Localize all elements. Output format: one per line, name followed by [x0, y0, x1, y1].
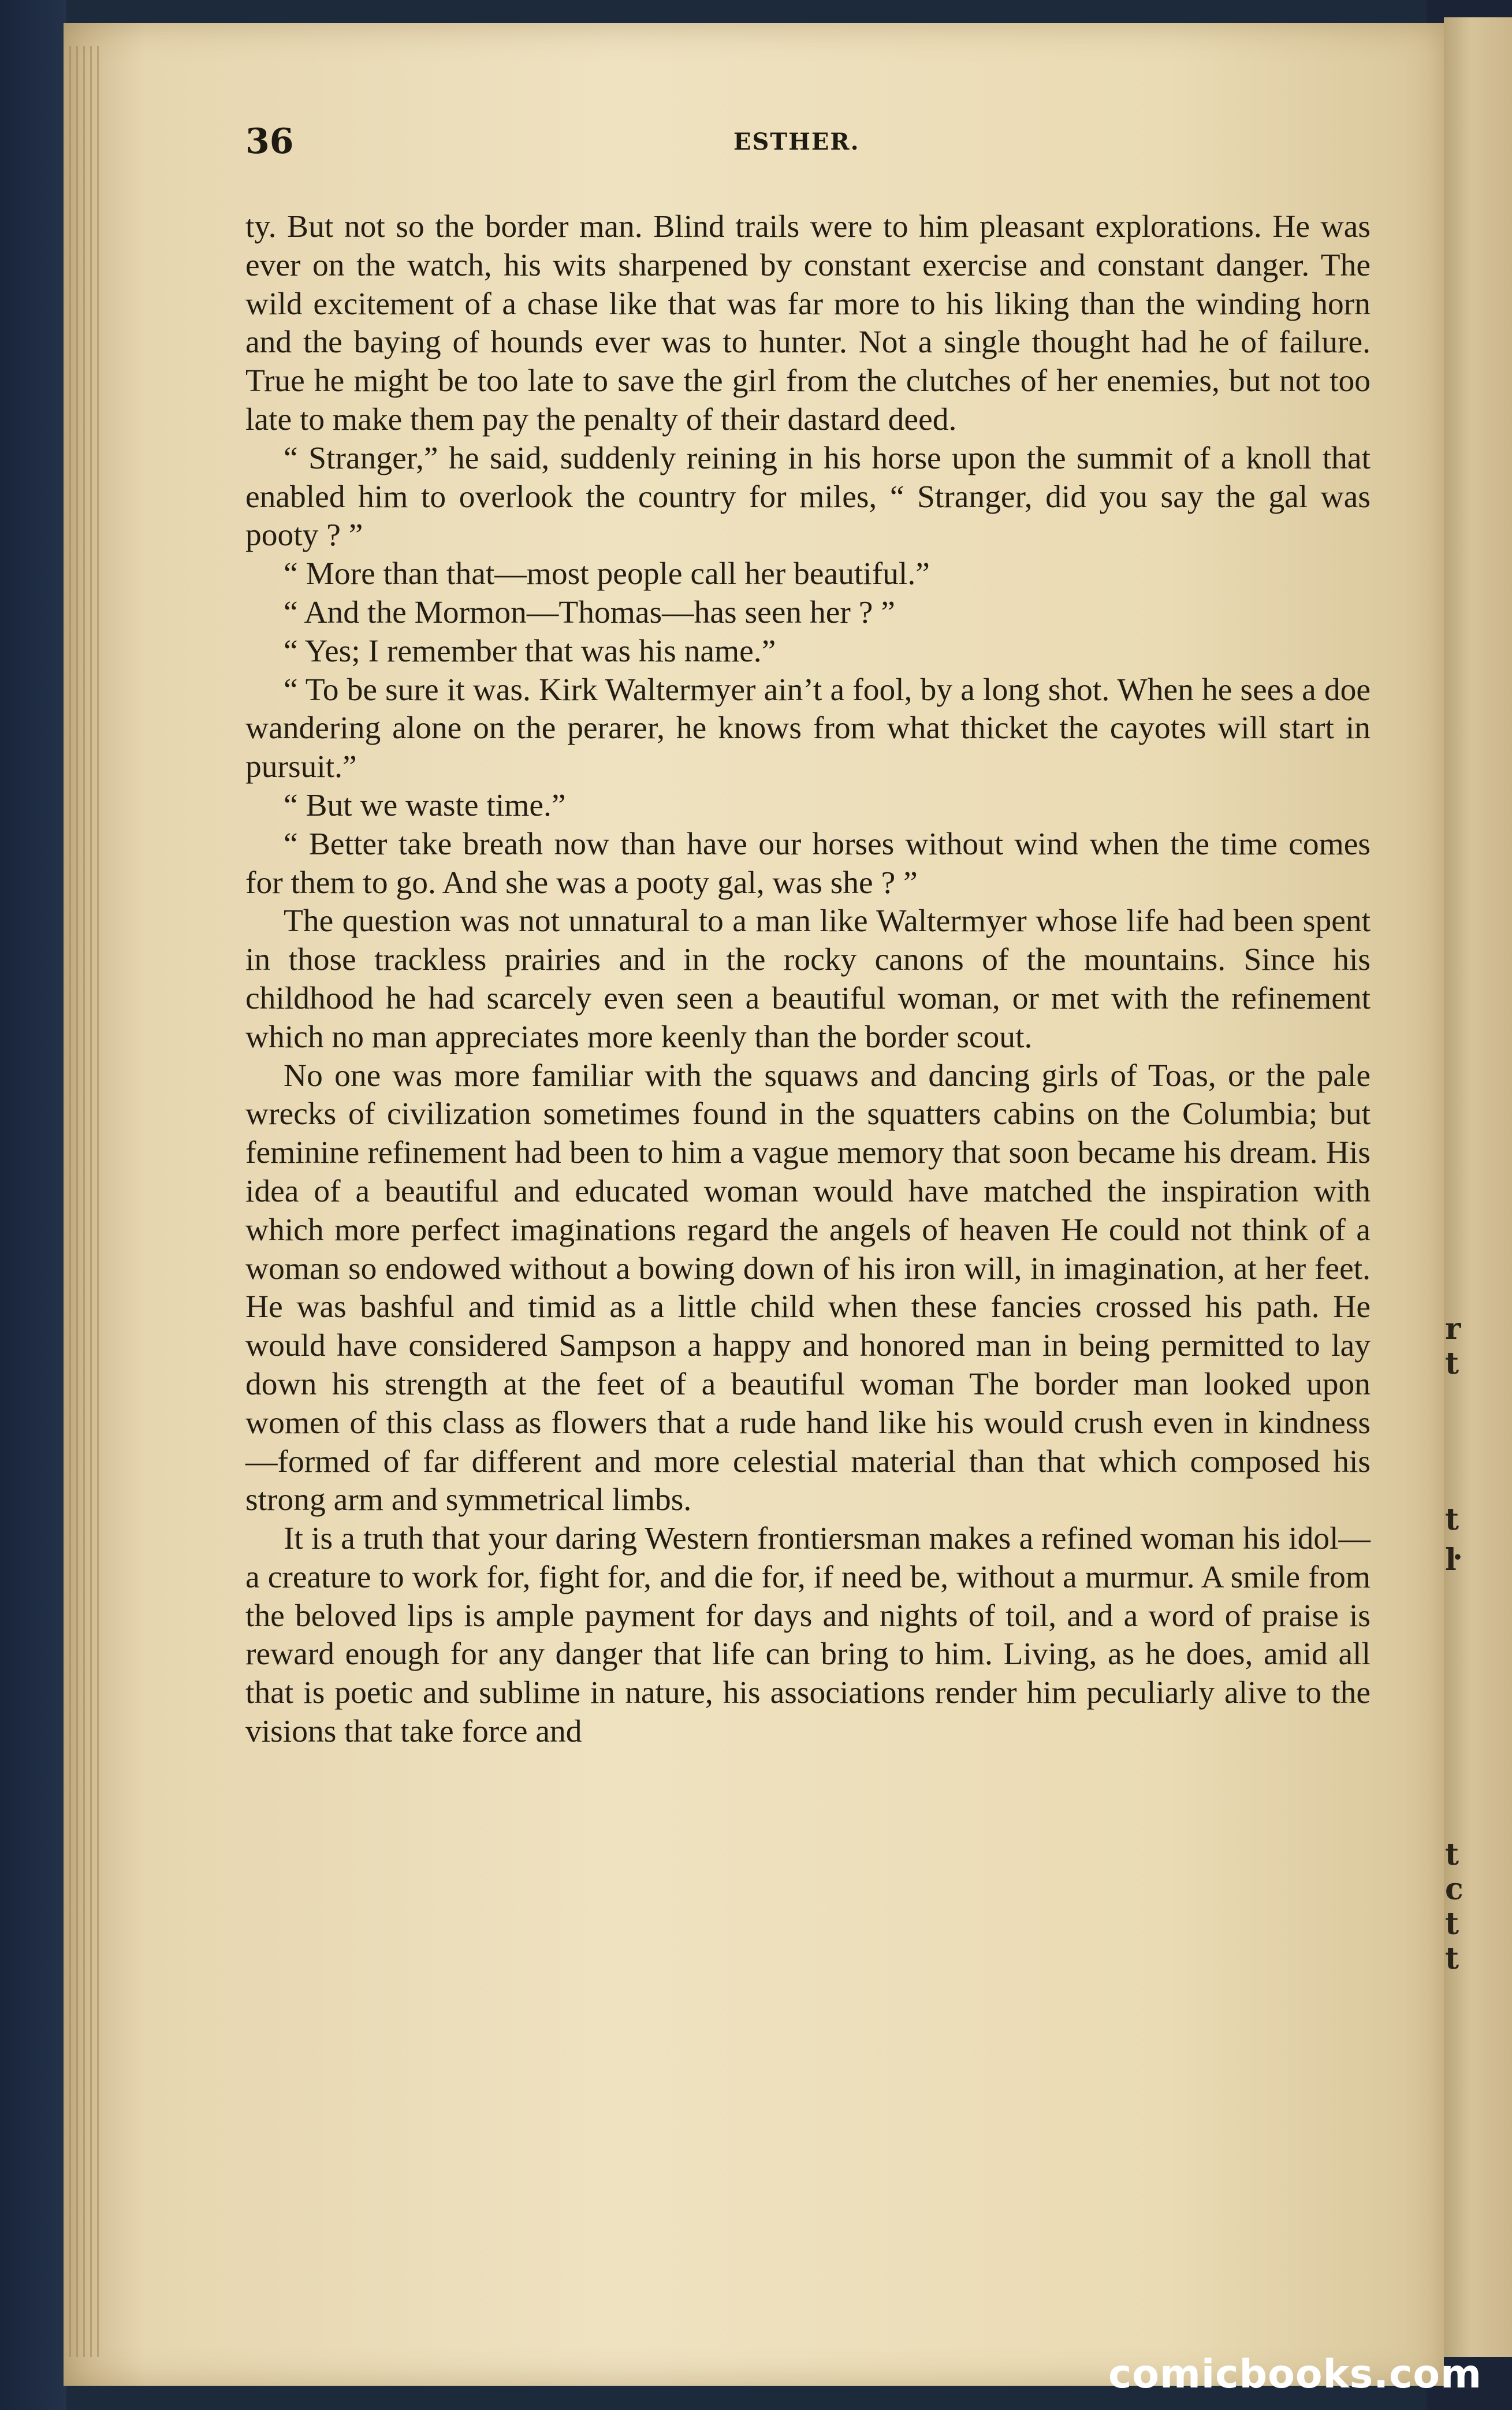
paragraph: The question was not unnatural to a man like Waltermyer whose life had been spent in those trackless prairies and in the rocky canons of the mountains. Since his childhood he had scarcely even seen a beautiful woman, or met with the refinement which no man appreciates more keenly than the border scout. [245, 903, 1371, 1055]
paragraph: ty. But not so the border man. Blind trails were to him pleasant explorations. He was ever on the watch, his wits sharpened by constant exercise and constant danger. The wild excitement of a chase like that was far more to his liking than the winding horn and the baying of hounds ever was to hunter. Not a single thought had he of failure. True he might be too late to save the girl from the clutches of her enemies, but not too late to make them pay the penalty of their dastard deed. [245, 209, 1371, 437]
paragraph: “ Better take breath now than have our horses without wind when the time comes for them to go. And she was a pooty gal, was she ? ” [245, 826, 1371, 901]
adjacent-page-letter: t [1445, 1837, 1459, 1872]
paragraph: “ Stranger,” he said, suddenly reining in his horse upon the summit of a knoll that enabled him to overlook the country for miles, “ Stranger, did you say the gal was pooty ? ” [245, 440, 1371, 553]
paragraph: “ And the Mormon—Thomas—has seen her ? ” [284, 594, 895, 630]
paragraph: It is a truth that your daring Western frontiersman makes a refined woman his idol—a creature to work for, fight for, and die for, if need be, without a murmur. A smile from the beloved lips is ample payment for days and nights of toil, and a word of praise is reward enough for any danger that life can bring to him. Living, as he does, amid all that is poetic and sublime in nature, his associations render him peculiarly alive to the visions that take force and [245, 1521, 1371, 1750]
adjacent-page-letter: r [1445, 1311, 1461, 1347]
adjacent-page-letter: t [1445, 1502, 1459, 1537]
adjacent-page-letter: ŀ [1445, 1542, 1457, 1578]
running-title: ESTHER. [733, 128, 860, 155]
adjacent-page-letter: c [1445, 1872, 1463, 1907]
body-text [245, 208, 1371, 1751]
adjacent-page-letter: t [1445, 1346, 1459, 1381]
adjacent-page-letter: t [1445, 1941, 1459, 1976]
page-edge-line [76, 46, 78, 2357]
site-watermark: comicbooks.com [1108, 2352, 1482, 2397]
page-edge-line [69, 46, 71, 2357]
scanner-background-left [0, 0, 66, 2410]
paragraph: “ To be sure it was. Kirk Waltermyer ain’t a fool, by a long shot. When he sees a doe wandering alone on the perarer, he knows from what thicket the cayotes will start in pursuit.” [245, 672, 1371, 785]
paragraph: “ More than that—most people call her beautiful.” [284, 556, 930, 592]
paragraph: “ But we waste time.” [284, 787, 566, 823]
page-edge-line [97, 46, 99, 2357]
page-edge-line [90, 46, 92, 2357]
paragraph: No one was more familiar with the squaws and dancing girls of Toas, or the pale wrecks of civilization sometimes found in the squatters cabins on the Columbia; but feminine refinement had been to him a vague memory that soon became his dream. His idea of a beautiful and educated woman would have matched the inspiration with which more perfect imaginations regard the angels of heaven He could not think of a woman so endowed without a bowing down of his iron will, in imagination, at her feet. He was bashful and timid as a little child when these fancies crossed his path. He would have considered Sampson a happy and honored man in being permitted to lay down his strength at the feet of a beautiful woman The border man looked upon women of this class as flowers that a rude hand like his would crush even in kindness—formed of far different and more celestial material than that which composed his strong arm and symmetrical limbs. [245, 1058, 1371, 1518]
page-number: 36 [245, 121, 294, 162]
page-edge-line [83, 46, 85, 2357]
adjacent-page-letter: t [1445, 1906, 1459, 1942]
adjacent-page-edge [1444, 17, 1512, 2357]
paragraph: “ Yes; I remember that was his name.” [284, 633, 776, 669]
